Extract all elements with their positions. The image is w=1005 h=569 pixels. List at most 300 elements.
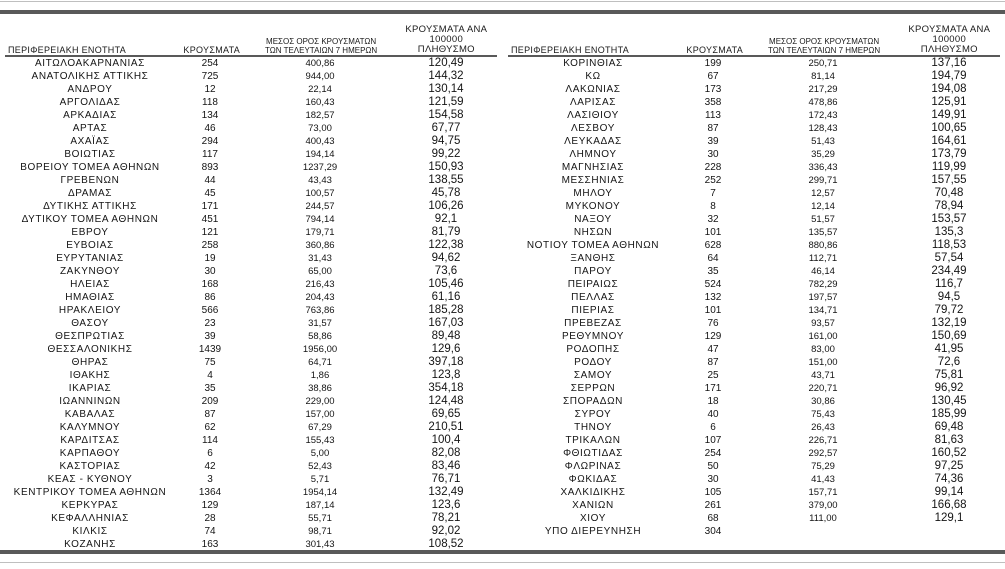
cases-cell: 101 [704,305,722,316]
table-row [508,382,1000,395]
cases-cell: 18 [707,396,719,407]
per100k-cell: 75,81 [934,369,964,381]
cases-cell: 45 [204,188,216,199]
cases-cell: 134 [201,110,219,121]
avg7-cell: 5,71 [310,474,330,485]
region-cell: ΜΗΛΟΥ [573,188,613,199]
column-header-per-100k-line2: ΠΛΗΘΥΣΜΟ [417,44,475,55]
avg7-cell: 161,00 [808,331,838,342]
bottom-thick-rule [0,550,1005,554]
avg7-cell: 64,71 [308,357,332,368]
avg7-cell: 194,14 [305,149,335,160]
avg7-cell: 229,00 [305,396,335,407]
avg7-cell: 55,71 [308,513,332,524]
table-row [5,434,497,447]
cases-cell: 8 [710,201,716,212]
avg7-cell: 52,43 [308,461,332,472]
column-header-per-100k-line1: ΚΡΟΥΣΜΑΤΑ ΑΝΑ 100000 [908,24,991,45]
region-cell: ΘΕΣΠΡΩΤΙΑΣ [55,331,125,342]
table-row [508,525,1000,538]
avg7-cell: 30,86 [811,396,835,407]
per100k-cell: 79,72 [934,304,964,316]
table-row [508,187,1000,200]
avg7-cell: 100,57 [305,188,335,199]
per100k-cell: 99,22 [431,148,461,160]
cases-cell: 87 [204,409,216,420]
table-row [5,330,497,343]
per100k-cell: 78,21 [431,512,461,524]
cases-cell: 39 [204,331,216,342]
cases-cell: 19 [204,253,216,264]
cases-cell: 42 [204,461,216,472]
region-cell: ΧΑΛΚΙΔΙΚΗΣ [560,487,626,498]
region-cell: ΗΜΑΘΙΑΣ [65,292,115,303]
table-body-right [508,57,1000,538]
cases-cell: 6 [710,422,716,433]
cases-cell: 86 [204,292,216,303]
region-cell: ΚΑΒΑΛΑΣ [64,409,116,420]
table-row [508,330,1000,343]
region-cell: ΞΑΝΘΗΣ [570,253,616,264]
per100k-cell: 130,14 [428,83,464,95]
table-row [5,343,497,356]
table-row [5,408,497,421]
table-row [508,200,1000,213]
cases-cell: 74 [204,526,216,537]
region-cell: ΘΗΡΑΣ [71,357,109,368]
cases-cell: 50 [707,461,719,472]
avg7-cell: 46,14 [811,266,835,277]
cases-cell: 1439 [198,344,222,355]
region-cell: ΣΕΡΡΩΝ [570,383,616,394]
avg7-cell: 244,57 [305,201,335,212]
cases-cell: 168 [201,279,219,290]
table-row [508,421,1000,434]
avg7-cell: 299,71 [808,175,838,186]
avg7-cell: 26,43 [811,422,835,433]
region-cell: ΒΟΡΕΙΟΥ ΤΟΜΕΑ ΑΘΗΝΩΝ [20,162,160,173]
region-cell: ΡΕΘΥΜΝΟΥ [562,331,624,342]
avg7-cell: 31,57 [308,318,332,329]
avg7-cell: 38,86 [308,383,332,394]
cases-cell: 101 [704,227,722,238]
table-row [508,395,1000,408]
per100k-cell: 89,48 [431,330,461,342]
region-cell: ΦΛΩΡΙΝΑΣ [564,461,622,472]
table-row [508,135,1000,148]
table-row [508,408,1000,421]
column-header-region: ΠΕΡΙΦΕΡΕΙΑΚΗ ΕΝΟΤΗΤΑ [511,45,630,55]
avg7-cell: 155,43 [305,435,335,446]
column-header-cases: ΚΡΟΥΣΜΑΤΑ [183,45,241,55]
avg7-cell: 301,43 [305,539,335,550]
per100k-cell: 100,65 [931,122,967,134]
table-row [508,512,1000,525]
region-cell: ΠΕΙΡΑΙΩΣ [567,279,619,290]
table-row [5,278,497,291]
region-cell: ΚΟΡΙΝΘΙΑΣ [563,58,623,69]
avg7-cell: 1,86 [310,370,330,381]
table-row [5,317,497,330]
table-row [5,96,497,109]
table-row [5,122,497,135]
avg7-cell: 220,71 [808,383,838,394]
region-cell: ΗΡΑΚΛΕΙΟΥ [58,305,122,316]
avg7-cell: 5,00 [310,448,330,459]
region-cell: ΠΙΕΡΙΑΣ [571,305,615,316]
per100k-cell: 149,91 [931,109,967,121]
table-header-row [5,24,497,57]
avg7-cell: 41,43 [811,474,835,485]
table-row [5,486,497,499]
avg7-cell: 379,00 [808,500,838,511]
avg7-cell: 83,00 [811,344,835,355]
avg7-cell: 12,14 [811,201,835,212]
table-row [508,356,1000,369]
per100k-cell: 94,5 [937,291,961,303]
table-row [508,174,1000,187]
table-row [5,161,497,174]
per100k-cell: 106,26 [428,200,464,212]
region-cell: ΑΧΑΪΑΣ [70,136,110,147]
avg7-cell: 1956,00 [302,344,338,355]
region-cell: ΣΥΡΟΥ [574,409,612,420]
table-row [508,109,1000,122]
regional-cases-table-left [5,24,497,551]
region-cell: ΦΘΙΩΤΙΔΑΣ [563,448,623,459]
region-cell: ΚΩ [585,71,601,82]
cases-cell: 64 [707,253,719,264]
region-cell: ΚΕΑΣ - ΚΥΘΝΟΥ [47,474,133,485]
region-cell: ΔΥΤΙΚΗΣ ΑΤΤΙΚΗΣ [43,201,137,212]
avg7-cell: 93,57 [811,318,835,329]
per100k-cell: 78,94 [934,200,964,212]
table-row [5,291,497,304]
region-cell: ΕΒΡΟΥ [71,227,109,238]
cases-cell: 173 [704,84,722,95]
cases-cell: 40 [707,409,719,420]
table-row [508,83,1000,96]
per100k-cell: 97,25 [934,460,964,472]
cases-cell: 114 [202,435,218,446]
region-cell: ΔΥΤΙΚΟΥ ΤΟΜΕΑ ΑΘΗΝΩΝ [21,214,159,225]
column-header-per-100k [396,25,497,55]
cases-cell: 7 [710,188,716,199]
cases-cell: 25 [707,370,719,381]
avg7-cell: 73,00 [308,123,332,134]
table-row [508,317,1000,330]
region-cell: ΠΕΛΛΑΣ [571,292,615,303]
cases-cell: 725 [201,71,219,82]
avg7-cell: 217,29 [808,84,838,95]
per100k-cell: 129,1 [934,512,964,524]
avg7-cell: 67,29 [308,422,332,433]
per100k-cell: 150,69 [931,330,967,342]
per100k-cell: 164,61 [931,135,967,147]
region-cell: ΚΑΡΠΑΘΟΥ [59,448,121,459]
avg7-cell: 135,57 [808,227,838,238]
per100k-cell: 157,55 [931,174,967,186]
per100k-cell: 120,49 [428,57,464,69]
avg7-cell: 400,43 [305,136,335,147]
avg7-cell: 98,71 [308,526,332,537]
region-cell: ΝΟΤΙΟΥ ΤΟΜΕΑ ΑΘΗΝΩΝ [526,240,660,251]
region-cell: ΙΩΑΝΝΙΝΩΝ [59,396,121,407]
per100k-cell: 135,3 [934,226,964,238]
per100k-cell: 76,71 [431,473,461,485]
cases-cell: 199 [704,58,722,69]
cases-cell: 628 [704,240,722,251]
per100k-cell: 132,49 [428,486,464,498]
region-cell: ΝΗΣΩΝ [573,227,613,238]
region-cell: ΑΙΤΩΛΟΑΚΑΡΝΑΝΙΑΣ [35,58,145,69]
table-row [508,239,1000,252]
region-cell: ΜΥΚΟΝΟΥ [565,201,621,212]
table-row [508,265,1000,278]
per100k-cell: 138,55 [428,174,464,186]
avg7-cell [748,525,898,538]
table-row [508,278,1000,291]
cases-cell: 4 [207,370,213,381]
table-row [5,473,497,486]
table-row [508,499,1000,512]
cases-cell: 129 [201,500,219,511]
region-cell: ΥΠΟ ΔΙΕΡΕΥΝΗΣΗ [544,526,642,537]
top-thick-rule [0,10,1005,14]
cases-cell: 294 [201,136,219,147]
cases-cell: 35 [707,266,719,277]
per100k-cell: 123,6 [431,499,461,511]
table-row [508,486,1000,499]
cases-cell: 129 [704,331,722,342]
region-cell: ΑΝΑΤΟΛΙΚΗΣ ΑΤΤΙΚΗΣ [31,71,149,82]
cases-cell: 252 [704,175,722,186]
cases-cell: 132 [704,292,722,303]
per100k-cell: 118,53 [931,239,967,251]
cases-cell: 117 [202,149,218,160]
table-row [508,122,1000,135]
table-row [5,187,497,200]
per100k-cell: 129,6 [431,343,461,355]
table-row [508,226,1000,239]
table-row [508,434,1000,447]
region-cell: ΕΥΡΥΤΑΝΙΑΣ [56,253,124,264]
avg7-cell: 794,14 [305,214,335,225]
per100k-cell: 166,68 [931,499,967,511]
top-thin-rule [0,1,1005,2]
table-row [5,395,497,408]
per100k-cell: 160,52 [931,447,967,459]
region-cell: ΡΟΔΟΥ [574,357,612,368]
per100k-cell: 105,46 [428,278,464,290]
region-cell: ΚΕΡΚΥΡΑΣ [61,500,119,511]
per100k-cell [898,525,1000,538]
avg7-cell: 880,86 [808,240,838,251]
region-cell: ΚΑΣΤΟΡΙΑΣ [59,461,121,472]
per100k-cell: 92,1 [434,213,458,225]
region-cell: ΚΕΝΤΡΙΚΟΥ ΤΟΜΕΑ ΑΘΗΝΩΝ [13,487,167,498]
avg7-cell: 12,57 [811,188,835,199]
region-cell: ΙΚΑΡΙΑΣ [68,383,112,394]
table-row [508,447,1000,460]
avg7-cell: 81,14 [811,71,835,82]
table-row [508,369,1000,382]
region-cell: ΓΡΕΒΕΝΩΝ [60,175,120,186]
per100k-cell: 123,8 [431,369,461,381]
per100k-cell: 122,38 [428,239,464,251]
per100k-cell: 99,14 [934,486,964,498]
region-cell: ΛΕΣΒΟΥ [571,123,615,134]
cases-cell: 6 [207,448,213,459]
per100k-cell: 153,57 [931,213,967,225]
column-header-7day-average-line1: ΜΕΣΟΣ ΟΡΟΣ ΚΡΟΥΣΜΑΤΩΝ [769,37,880,46]
region-cell: ΣΑΜΟΥ [573,370,613,381]
avg7-cell: 151,00 [808,357,838,368]
avg7-cell: 400,86 [305,58,335,69]
region-cell: ΑΝΔΡΟΥ [67,84,113,95]
avg7-cell: 43,43 [308,175,332,186]
regional-cases-table-right [508,24,1000,538]
region-cell: ΡΟΔΟΠΗΣ [566,344,620,355]
avg7-cell: 1954,14 [302,487,338,498]
table-row [5,304,497,317]
per100k-cell: 74,36 [934,473,964,485]
region-cell: ΧΑΝΙΩΝ [572,500,614,511]
per100k-cell: 130,45 [931,395,967,407]
avg7-cell: 75,43 [811,409,835,420]
avg7-cell: 51,57 [811,214,835,225]
table-row [508,304,1000,317]
table-row [508,148,1000,161]
per100k-cell: 124,48 [428,395,464,407]
table-row [5,239,497,252]
cases-cell: 171 [704,383,722,394]
per100k-cell: 121,59 [428,96,464,108]
column-header-7day-average [247,37,396,55]
avg7-cell: 944,00 [305,71,335,82]
avg7-cell: 179,71 [305,227,335,238]
table-row [508,161,1000,174]
cases-cell: 524 [704,279,722,290]
region-cell: ΠΡΕΒΕΖΑΣ [564,318,622,329]
per100k-cell: 41,95 [934,343,964,355]
table-row [5,421,497,434]
cases-cell: 105 [704,487,722,498]
per100k-cell: 67,77 [431,122,461,134]
region-cell: ΛΕΥΚΑΔΑΣ [564,136,622,147]
avg7-cell: 65,00 [308,266,332,277]
table-row [5,356,497,369]
table-row [5,499,497,512]
avg7-cell: 197,57 [808,292,838,303]
table-row [508,96,1000,109]
per100k-cell: 354,18 [428,382,464,394]
cases-cell: 3 [207,474,213,485]
column-header-7day-average [750,37,899,55]
table-row [508,252,1000,265]
table-row [5,447,497,460]
per100k-cell: 96,92 [934,382,964,394]
avg7-cell: 31,43 [308,253,332,264]
cases-cell: 46 [204,123,216,134]
per100k-cell: 100,4 [431,434,461,446]
region-cell: ΘΕΣΣΑΛΟΝΙΚΗΣ [47,344,133,355]
cases-cell: 1364 [198,487,222,498]
cases-cell: 23 [204,318,216,329]
per100k-cell: 70,48 [934,187,964,199]
cases-cell: 121 [201,227,219,238]
column-header-per-100k [899,25,1000,55]
cases-cell: 358 [704,97,722,108]
table-row [508,213,1000,226]
cases-cell: 304 [704,526,722,537]
cases-cell: 87 [707,357,719,368]
avg7-cell: 182,57 [305,110,335,121]
region-cell: ΘΑΣΟΥ [71,318,109,329]
per100k-cell: 83,46 [431,460,461,472]
per100k-cell: 210,51 [428,421,464,433]
region-cell: ΛΑΡΙΣΑΣ [569,97,617,108]
table-row [5,57,497,70]
per100k-cell: 72,6 [937,356,961,368]
region-cell: ΗΛΕΙΑΣ [70,279,110,290]
avg7-cell: 1237,29 [302,162,338,173]
table-row [5,382,497,395]
cases-cell: 107 [704,435,722,446]
table-row [5,135,497,148]
column-header-per-100k-line1: ΚΡΟΥΣΜΑΤΑ ΑΝΑ 100000 [405,24,488,45]
cases-cell: 35 [204,383,216,394]
region-cell: ΑΡΤΑΣ [72,123,108,134]
cases-cell: 32 [707,214,719,225]
table-row [5,369,497,382]
region-cell: ΚΙΛΚΙΣ [72,526,108,537]
cases-cell: 163 [201,539,219,550]
per100k-cell: 69,48 [934,421,964,433]
per100k-cell: 69,65 [431,408,461,420]
region-cell: ΕΥΒΟΙΑΣ [66,240,114,251]
bottom-thin-rule [0,562,1005,563]
avg7-cell: 51,43 [811,136,835,147]
avg7-cell: 226,71 [808,435,838,446]
avg7-cell: 22,14 [308,84,332,95]
region-cell: ΚΕΦΑΛΛΗΝΙΑΣ [51,513,129,524]
per100k-cell: 150,93 [428,161,464,173]
avg7-cell: 292,57 [808,448,838,459]
table-body-left [5,57,497,551]
region-cell: ΤΡΙΚΑΛΩΝ [565,435,621,446]
per100k-cell: 94,62 [431,252,461,264]
region-cell: ΜΑΓΝΗΣΙΑΣ [561,162,625,173]
table-row [508,57,1000,70]
per100k-cell: 154,58 [428,109,464,121]
per100k-cell: 194,08 [931,83,967,95]
cases-cell: 87 [707,123,719,134]
region-cell: ΣΠΟΡΑΔΩΝ [563,396,623,407]
avg7-cell: 763,86 [305,305,335,316]
table-row [5,148,497,161]
per100k-cell: 61,16 [431,291,461,303]
cases-cell: 451 [201,214,219,225]
cases-cell: 44 [204,175,216,186]
cases-cell: 254 [201,58,219,69]
cases-cell: 67 [707,71,719,82]
region-cell: ΛΑΚΩΝΙΑΣ [565,84,621,95]
per100k-cell: 185,28 [428,304,464,316]
per100k-cell: 94,75 [431,135,461,147]
column-header-7day-average-line1: ΜΕΣΟΣ ΟΡΟΣ ΚΡΟΥΣΜΑΤΩΝ [266,37,377,46]
avg7-cell: 43,71 [811,370,835,381]
